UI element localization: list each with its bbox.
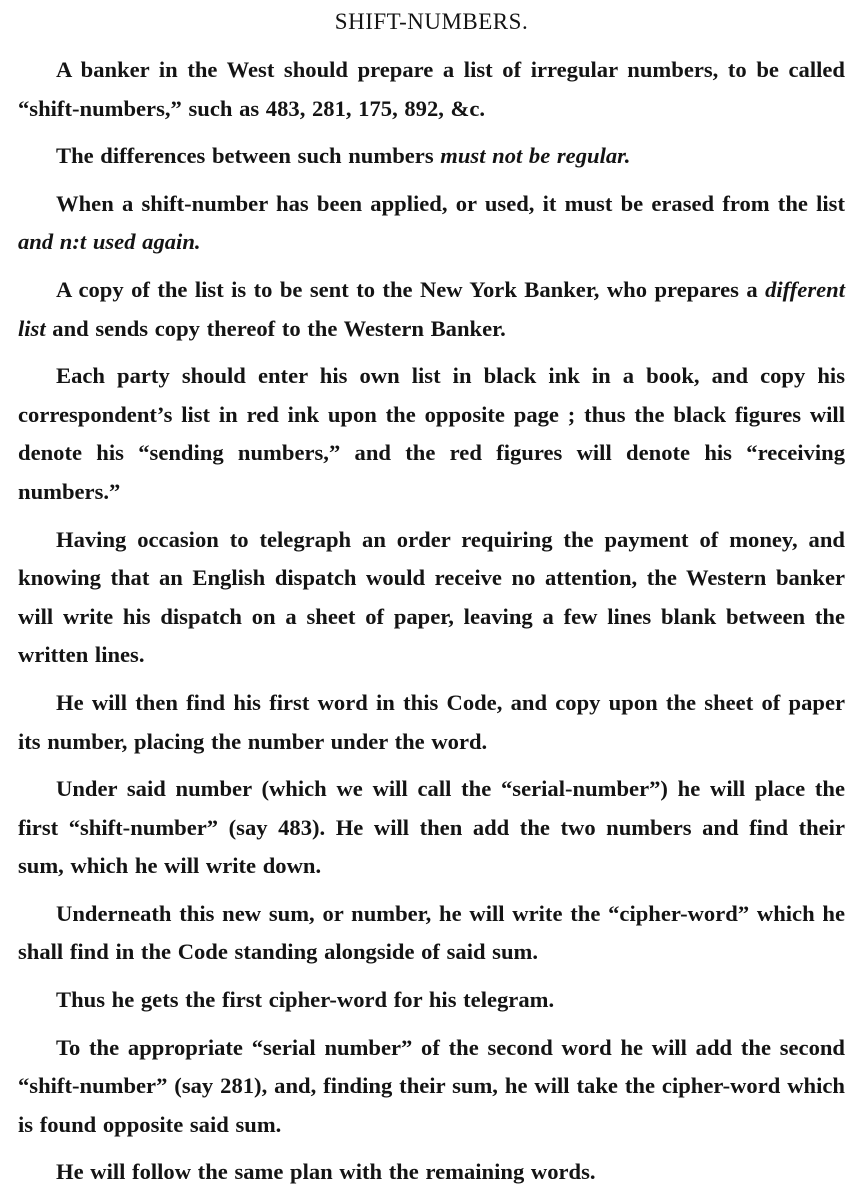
paragraph-text: The differences between such numbers	[56, 143, 441, 169]
paragraph-black-red-ink	[18, 357, 845, 511]
paragraph-text: He will follow the same plan with the remaining words.	[56, 1159, 596, 1185]
paragraph-text: Under said number (which we will call the “serial-number”) he will place the first “shift-number” (say 483). He will then add the two numbers and find their sum, which he will write down.	[18, 776, 845, 879]
paragraph-serial-number	[18, 770, 845, 886]
paragraph-copy-to-new-york	[18, 271, 845, 348]
paragraph-text: A copy of the list is to be sent to the New York Banker, who prepares a	[56, 276, 766, 302]
paragraph-text: When a shift-number has been applied, or used, it must be erased from the list	[56, 190, 845, 216]
paragraph-text: A banker in the West should prepare a list of irregular numbers, to be called “shift-numbers,” such as 483, 281, 175, 892, &c.	[18, 57, 845, 121]
paragraph-text: Having occasion to telegraph an order requiring the payment of money, and knowing that an English dispatch would receive no attention, the Western banker will write his dispatch on a sheet of paper, leaving a few lines blank between the written lines.	[18, 526, 845, 668]
paragraph-text: and sends copy thereof to the Western Banker.	[45, 315, 506, 341]
paragraph-emphasis: must not be regular.	[440, 143, 631, 169]
paragraph-text: Thus he gets the first cipher-word for his telegram.	[56, 987, 555, 1013]
paragraph-shift-numbers-list	[18, 51, 845, 128]
paragraph-first-cipher-word	[18, 981, 845, 1020]
paragraph-find-first-word	[18, 684, 845, 761]
paragraph-text: Underneath this new sum, or number, he will write the “cipher-word” which he shall find in the Code standing alongside of said sum.	[18, 900, 845, 965]
paragraph-emphasis: different list	[18, 276, 845, 341]
paragraph-text: To the appropriate “serial number” of the second word he will add the second “shift-number” (say 281), and, finding their sum, he will take the cipher-word which is found opposite said sum.	[18, 1034, 845, 1137]
page-title: SHIFT-NUMBERS.	[334, 9, 529, 34]
paragraph-emphasis: and n:t used again.	[18, 229, 201, 255]
paragraph-cipher-word	[18, 895, 845, 972]
paragraph-telegraph-order	[18, 521, 845, 675]
paragraph-second-word	[18, 1029, 845, 1145]
paragraph-text: He will then find his first word in this Code, and copy upon the sheet of paper its number, placing the number under the word.	[18, 689, 845, 754]
paragraph-erase-used-number	[18, 185, 845, 262]
paragraph-text: Each party should enter his own list in black ink in a book, and copy his correspondent’s list in red ink upon the opposite page ; thus the black figures will denote his “sending numbers,” and the red figures will denote his “receiving numbers.”	[18, 363, 845, 504]
paragraph-remaining-words	[18, 1153, 845, 1192]
paragraph-irregular-differences	[18, 137, 845, 176]
